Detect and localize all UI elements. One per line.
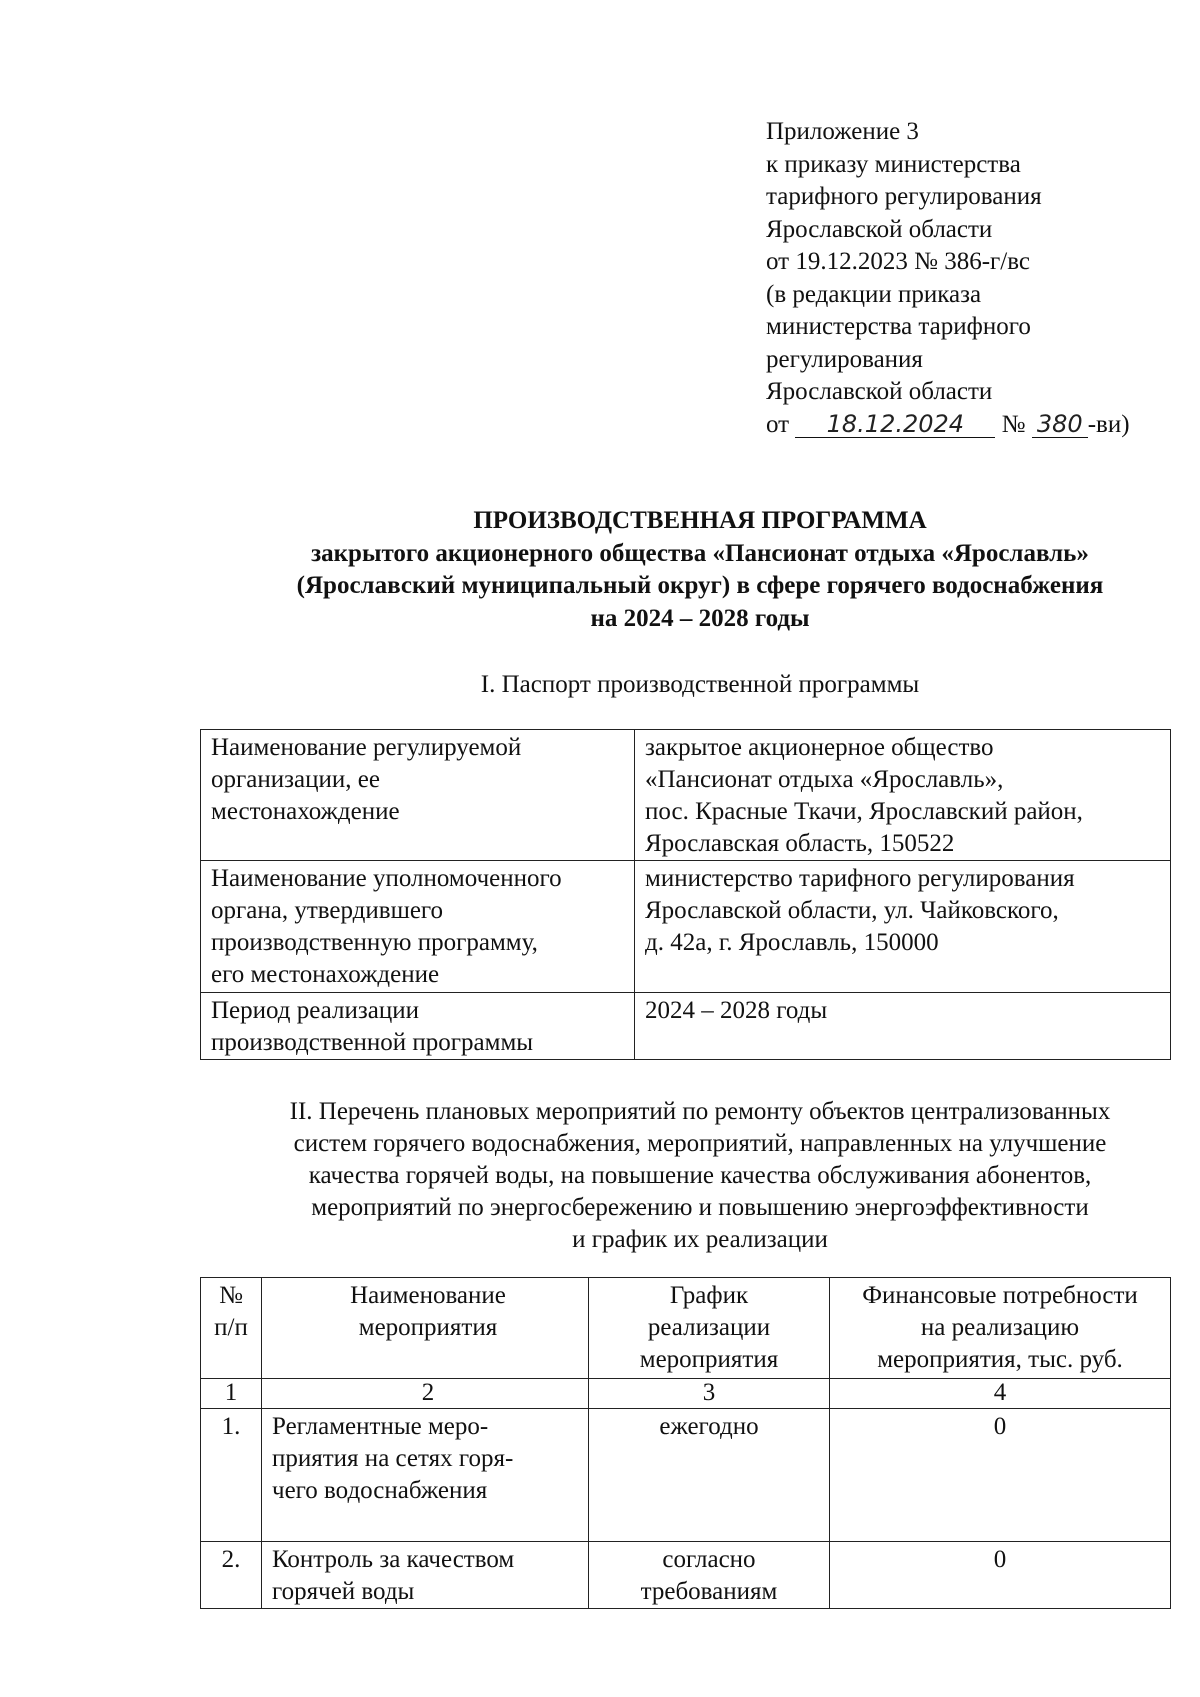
cell-line: № <box>219 1282 243 1309</box>
cell-line: горячей воды <box>272 1578 415 1605</box>
attachment-line: Приложение 3 <box>766 118 919 145</box>
table-row <box>201 993 1171 1060</box>
heading-line: качества горячей воды, на повышение качества обслуживания абонентов, <box>308 1162 1092 1189</box>
cell-line: организации, ее <box>211 766 380 793</box>
attachment-line: Ярославской области <box>766 378 993 405</box>
measure-cost: 0 <box>830 1542 1171 1609</box>
column-numbers-row <box>201 1379 1171 1409</box>
passport-label-cell <box>201 993 635 1060</box>
cell-line: 2024 – 2028 годы <box>645 997 828 1024</box>
cell-line: Ярославская область, 150522 <box>645 830 955 857</box>
cell-line: мероприятия <box>639 1346 779 1373</box>
attachment-line: тарифного регулирования <box>766 183 1042 210</box>
cell-line: на реализацию <box>920 1314 1080 1341</box>
cell-line: График <box>669 1282 749 1309</box>
cell-line: Период реализации <box>211 997 419 1024</box>
cell-line: Наименование регулируемой <box>211 734 522 761</box>
cell-line: производственной программы <box>211 1029 534 1056</box>
cell-line: местонахождение <box>211 798 400 825</box>
cell-line: закрытое акционерное общество <box>645 734 994 761</box>
table-row <box>201 730 1171 861</box>
column-number: 4 <box>830 1379 1171 1409</box>
passport-label-cell <box>201 861 635 993</box>
heading-line: и график их реализации <box>572 1226 828 1253</box>
cell-line: реализации <box>647 1314 771 1341</box>
title-line: на 2024 – 2028 годы <box>590 604 810 632</box>
title-line: закрытого акционерного общества «Пансионат отдыха «Ярославль» <box>311 539 1089 567</box>
measure-name <box>262 1542 589 1609</box>
measures-table <box>200 1277 1171 1609</box>
section2-heading <box>200 1096 1200 1256</box>
cell-line: приятия на сетях горя- <box>272 1445 514 1472</box>
attachment-note <box>766 116 1130 441</box>
heading-line: II. Перечень плановых мероприятий по ремонту объектов централизованных <box>289 1098 1111 1125</box>
cell-line: Регламентные меро- <box>272 1413 489 1440</box>
column-header <box>201 1278 262 1379</box>
cell-line: чего водоснабжения <box>272 1477 488 1504</box>
handwritten-date: 18.12.2024 <box>795 411 995 438</box>
cell-line: производственную программу, <box>211 929 538 956</box>
measure-name <box>262 1409 589 1542</box>
table-row <box>201 1542 1171 1609</box>
column-number: 3 <box>589 1379 830 1409</box>
section1-heading: I. Паспорт производственной программы <box>480 671 920 698</box>
title-line: ПРОИЗВОДСТВЕННАЯ ПРОГРАММА <box>473 507 927 534</box>
cell-line: д. 42а, г. Ярославль, 150000 <box>645 929 939 956</box>
cell-line: его местонахождение <box>211 961 440 988</box>
cell-line: Наименование уполномоченного <box>211 865 562 892</box>
attachment-line: (в редакции приказа <box>766 280 982 308</box>
cell-line: органа, утвердившего <box>211 897 444 924</box>
heading-line: систем горячего водоснабжения, мероприятий, направленных на улучшение <box>293 1130 1107 1157</box>
title-line: (Ярославский муниципальный округ) в сфере горячего водоснабжения <box>296 572 1104 599</box>
table-header-row <box>201 1278 1171 1379</box>
attachment-line: Ярославской области <box>766 215 993 243</box>
column-number: 1 <box>201 1379 262 1409</box>
column-header <box>589 1278 830 1379</box>
attachment-line: регулирования <box>766 345 923 373</box>
document-title <box>200 505 1200 635</box>
heading-line: мероприятий по энергосбережению и повышению энергоэффективности <box>311 1194 1089 1221</box>
measure-schedule <box>589 1542 830 1609</box>
cell-line: ежегодно <box>659 1413 759 1440</box>
cell-line: Ярославской области, ул. Чайковского, <box>645 897 1059 924</box>
number-sign: № <box>1001 410 1026 438</box>
row-number: 1. <box>201 1409 262 1542</box>
cell-line: мероприятия <box>358 1314 498 1341</box>
cell-line: Наименование <box>350 1282 506 1309</box>
passport-value-cell <box>635 861 1171 993</box>
cell-line: согласно <box>662 1546 756 1573</box>
attachment-edit-date-line <box>766 409 1130 442</box>
attachment-line: министерства тарифного <box>766 313 1031 340</box>
passport-value-cell <box>635 730 1171 861</box>
cell-line: требованиям <box>640 1578 778 1605</box>
cell-line: мероприятия, тыс. руб. <box>877 1346 1123 1373</box>
cell-line: Финансовые потребности <box>862 1282 1138 1309</box>
column-header <box>262 1278 589 1379</box>
passport-label-cell <box>201 730 635 861</box>
column-number: 2 <box>262 1379 589 1409</box>
cell-line: пос. Красные Ткачи, Ярославский район, <box>645 798 1083 825</box>
cell-line: п/п <box>214 1314 248 1341</box>
measure-schedule <box>589 1409 830 1542</box>
row-number: 2. <box>201 1542 262 1609</box>
date-prefix: от <box>766 410 790 438</box>
handwritten-number: 380 <box>1032 411 1088 438</box>
passport-table <box>200 729 1171 1060</box>
number-suffix: -ви) <box>1087 410 1130 438</box>
column-header <box>830 1278 1171 1379</box>
cell-line: Контроль за качеством <box>272 1546 515 1573</box>
cell-line: «Пансионат отдыха «Ярославль», <box>645 766 1004 793</box>
table-row <box>201 1409 1171 1542</box>
attachment-line: от 19.12.2023 № 386-г/вс <box>766 248 1030 275</box>
measure-cost: 0 <box>830 1409 1171 1542</box>
passport-value-cell <box>635 993 1171 1060</box>
table-row <box>201 861 1171 993</box>
attachment-line: к приказу министерства <box>766 150 1021 178</box>
cell-line: министерство тарифного регулирования <box>645 865 1075 892</box>
